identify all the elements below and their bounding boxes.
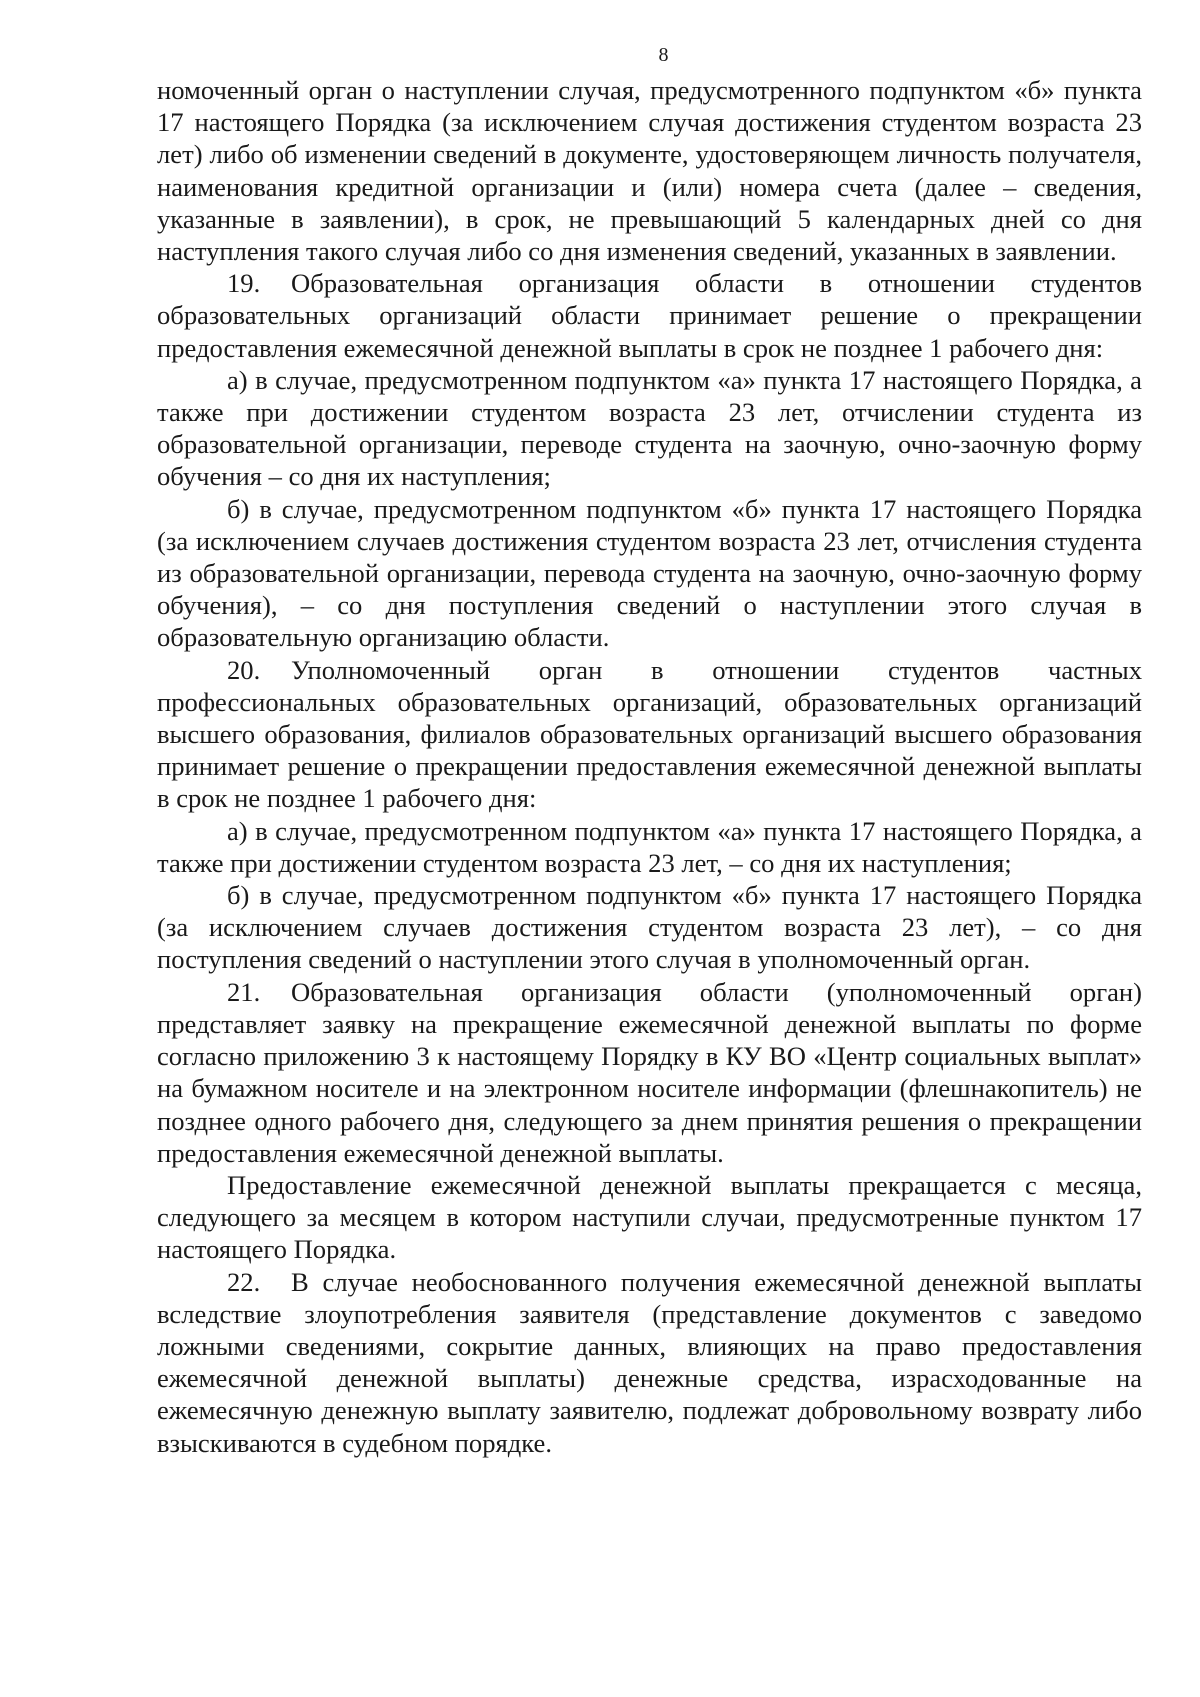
paragraph-text: В случае необоснованного получения ежемесячной денежной выплаты вследствие злоупотребления заявителя (представление документов с заведомо ложными сведениями, сокрытие данных, влияющих на право предоставления ежемесячной денежной выплаты) денежные средства, израсходованные на ежемесячную денежную выплату заявителю, подлежат добровольному возврату либо взыскиваются в судебном порядке.	[157, 1266, 1142, 1458]
paragraph-text: Уполномоченный орган в отношении студентов частных профессиональных образовательных организаций, образовательных организаций высшего образования, филиалов образовательных организаций высшего образования принимает решение о прекращении предоставления ежемесячной денежной выплаты в срок не позднее 1 рабочего дня:	[157, 654, 1142, 814]
paragraph-number: 20.	[227, 654, 261, 685]
paragraph-text: а) в случае, предусмотренном подпунктом «а» пункта 17 настоящего Порядка, а также при достижении студентом возраста 23 лет, отчислении студента из образовательной организации, переводе студента на заочную, очно-заочную форму обучения – со дня их наступления;	[157, 364, 1142, 492]
paragraph-continuation	[157, 74, 1142, 267]
paragraph-20-a	[157, 815, 1142, 879]
paragraph-text: а) в случае, предусмотренном подпунктом «а» пункта 17 настоящего Порядка, а также при достижении студентом возраста 23 лет, – со дня их наступления;	[157, 815, 1142, 878]
paragraph-text: номоченный орган о наступлении случая, предусмотренного подпунктом «б» пункта 17 настоящего Порядка (за исключением случая достижения студентом возраста 23 лет) либо об изменении сведений в документе, удостоверяющем личность получателя, наименования кредитной организации и (или) номера счета (далее – сведения, указанные в заявлении), в срок, не превышающий 5 календарных дней со дня наступления такого случая либо со дня изменения сведений, указанных в заявлении.	[157, 75, 1142, 267]
page-number: 8	[658, 44, 669, 66]
paragraph-20-b	[157, 879, 1142, 976]
paragraph-text: Образовательная организация области (уполномоченный орган) представляет заявку на прекращение ежемесячной денежной выплаты по форме согласно приложению 3 к настоящему Порядку в КУ ВО «Центр социальных выплат» на бумажном носителе и на электронном носителе информации (флешнакопитель) не позднее одного рабочего дня, следующего за днем принятия решения о прекращении предоставления ежемесячной денежной выплаты.	[157, 976, 1142, 1168]
paragraph-22	[157, 1266, 1142, 1459]
paragraph-text: б) в случае, предусмотренном подпунктом «б» пункта 17 настоящего Порядка (за исключением случаев достижения студентом возраста 23 лет), – со дня поступления сведений о наступлении этого случая в уполномоченный орган.	[157, 880, 1142, 975]
paragraph-20	[157, 654, 1142, 815]
paragraph-text: Предоставление ежемесячной денежной выплаты прекращается с месяца, следующего за месяцем в котором наступили случаи, предусмотренные пунктом 17 настоящего Порядка.	[157, 1169, 1142, 1265]
paragraph-number: 19.	[227, 268, 261, 299]
paragraph-number: 21.	[227, 976, 261, 1007]
paragraph-number: 22.	[227, 1266, 261, 1297]
document-page	[157, 40, 1142, 1459]
paragraph-text: Образовательная организация области в отношении студентов образовательных организаций области принимает решение о прекращении предоставления ежемесячной денежной выплаты в срок не позднее 1 рабочего дня:	[157, 268, 1142, 363]
paragraph-19	[157, 267, 1142, 364]
paragraph-19-b	[157, 493, 1142, 654]
paragraph-21	[157, 976, 1142, 1169]
paragraph-19-a	[157, 364, 1142, 493]
paragraph-text: б) в случае, предусмотренном подпунктом «б» пункта 17 настоящего Порядка (за исключением случаев достижения студентом возраста 23 лет, отчисления студента из образовательной организации, перевода студента на заочную, очно-заочную форму обучения), – со дня поступления сведений о наступлении этого случая в образовательную организацию области.	[157, 493, 1142, 653]
paragraph-21-termination	[157, 1169, 1142, 1266]
